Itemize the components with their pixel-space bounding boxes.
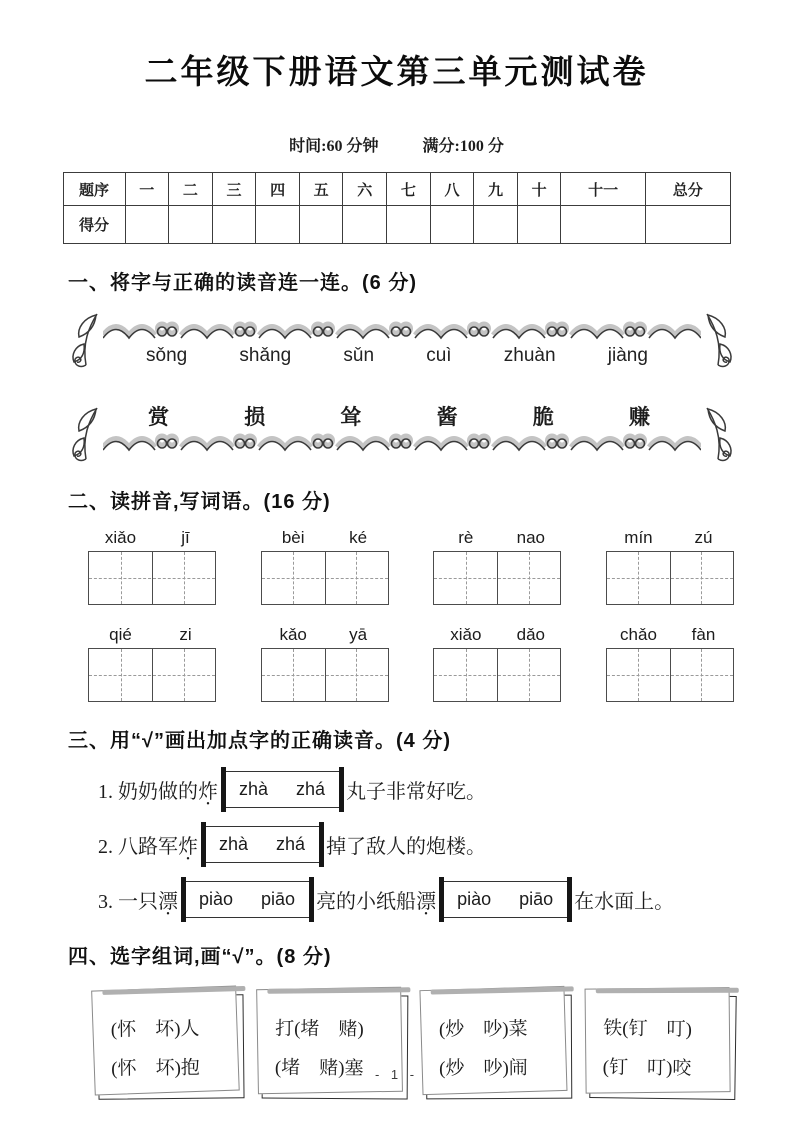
section2-heading: 二、读拼音,写词语。(16 分) — [68, 491, 331, 513]
pinyin-option: sǒng — [146, 345, 188, 366]
dotted-character: 漂 • — [158, 885, 178, 914]
pinyin-option: sǔn — [343, 345, 375, 366]
word-pinyin: zi — [179, 625, 192, 644]
choose-character-cards — [98, 995, 736, 1099]
score-table-header-row — [63, 173, 730, 206]
score-table-header-cell: 三 — [212, 173, 256, 206]
word-pinyin: zú — [694, 528, 713, 547]
pronunciation-choice-box — [182, 881, 312, 918]
matching-exercise-characters — [68, 401, 736, 463]
section1-heading: 一、将字与正确的读音连一连。(6 分) — [68, 272, 417, 294]
card-line: 铁(钉 叮) — [603, 1018, 693, 1041]
character-option: 赚 — [628, 405, 650, 429]
card-line: 打(堵 赌) — [275, 1018, 364, 1041]
score-cell — [561, 206, 645, 244]
sentence-3 — [98, 881, 736, 918]
choice-card — [262, 994, 409, 1099]
score-table-header-cell: 一 — [125, 173, 169, 206]
choice-card — [426, 995, 573, 1100]
score-table-header-cell: 十一 — [561, 173, 645, 206]
choice-option: zhá — [276, 834, 306, 854]
choice-option: piào — [199, 889, 234, 909]
score-cell — [474, 206, 518, 244]
choice-option: zhà — [239, 779, 269, 799]
word-item — [88, 528, 218, 605]
dotted-character: 漂 • — [416, 885, 436, 914]
card-line: (怀 坏)人 — [110, 1018, 200, 1041]
exam-time: 时间:60 分钟 — [289, 138, 379, 155]
sentence-text: 在水面上。 — [574, 891, 675, 913]
score-cell — [343, 206, 387, 244]
score-table-header-cell: 题序 — [63, 173, 125, 206]
score-table — [63, 172, 731, 244]
word-pinyin: xiǎo — [104, 528, 137, 547]
score-table-score-row — [63, 206, 730, 244]
character-option: 耸 — [340, 405, 362, 429]
score-table-header-cell: 二 — [169, 173, 213, 206]
score-cell — [299, 206, 343, 244]
word-item — [88, 625, 218, 702]
word-pinyin: jī — [181, 528, 190, 547]
word-pinyin: kǎo — [279, 625, 307, 644]
score-table-header-cell: 四 — [256, 173, 300, 206]
score-table-header-cell: 六 — [343, 173, 387, 206]
choice-card — [589, 994, 736, 1100]
exam-full-score: 满分:100 分 — [422, 138, 504, 155]
score-cell — [430, 206, 474, 244]
word-pinyin: nao — [516, 528, 545, 547]
score-table-header-cell: 十 — [517, 173, 561, 206]
page-number: - 1 - — [374, 1067, 419, 1082]
matching-exercise — [68, 311, 736, 367]
word-item — [433, 625, 563, 702]
word-pinyin: dǎo — [516, 625, 545, 644]
word-pinyin: ké — [349, 528, 368, 547]
character-options-row — [68, 401, 736, 431]
pinyin-options-row — [68, 345, 736, 367]
leaf-branch-icon — [69, 311, 103, 369]
word-item — [433, 528, 563, 605]
character-option: 损 — [244, 405, 266, 429]
writing-grid — [261, 551, 389, 605]
card-line: (怀 坏)抱 — [111, 1057, 200, 1080]
section4-heading: 四、选字组词,画“√”。(8 分) — [68, 946, 332, 968]
choice-card — [97, 994, 244, 1100]
card-line: (堵 赌)塞 — [274, 1057, 364, 1080]
pinyin-option: shǎng — [239, 345, 292, 366]
score-table-header-cell: 五 — [299, 173, 343, 206]
write-words-row-1 — [88, 528, 736, 605]
score-cell — [256, 206, 300, 244]
score-cell — [517, 206, 561, 244]
choice-option: piāo — [519, 889, 554, 909]
sentence-text: 1. 奶奶做的 — [98, 781, 198, 803]
word-pinyin: xiǎo — [450, 625, 482, 644]
word-item — [261, 528, 391, 605]
word-pinyin: qié — [109, 625, 132, 644]
sentence-text: 2. 八路军 — [98, 836, 178, 858]
word-pinyin: chǎo — [620, 625, 657, 644]
score-row-label: 得分 — [63, 206, 125, 244]
card-line: (炒 吵)闹 — [439, 1057, 528, 1080]
sentence-1 — [98, 771, 736, 808]
score-table-header-cell: 九 — [474, 173, 518, 206]
choice-option: zhà — [219, 834, 249, 854]
writing-grid — [88, 551, 216, 605]
writing-grid — [261, 648, 389, 702]
writing-grid — [606, 551, 734, 605]
dotted-character: 炸 • — [178, 830, 198, 859]
sentence-2 — [98, 826, 736, 863]
word-item — [606, 528, 736, 605]
writing-grid — [433, 551, 561, 605]
score-cell — [212, 206, 256, 244]
card-line: (钉 叮)咬 — [602, 1057, 692, 1080]
choice-option: zhá — [296, 779, 326, 799]
score-cell — [645, 206, 730, 244]
writing-grid — [606, 648, 734, 702]
exam-meta — [0, 133, 793, 156]
sentence-text: 丸子非常好吃。 — [346, 781, 487, 803]
choice-option: piāo — [261, 889, 296, 909]
word-pinyin: bèi — [281, 528, 305, 547]
pinyin-option: zhuàn — [503, 345, 556, 366]
word-item — [606, 625, 736, 702]
sentence-text: 3. 一只 — [98, 891, 158, 913]
pinyin-option: jiàng — [607, 345, 648, 366]
writing-grid — [433, 648, 561, 702]
pronunciation-choice-box — [440, 881, 570, 918]
score-cell — [169, 206, 213, 244]
pinyin-option: cuì — [426, 345, 452, 366]
sentence-text: 掉了敌人的炮楼。 — [326, 836, 487, 858]
page-title: 二年级下册语文第三单元测试卷 — [144, 53, 649, 90]
pronunciation-choice-box — [222, 771, 342, 808]
word-pinyin: fàn — [691, 625, 716, 644]
sentence-text: 亮的小纸船 — [316, 891, 417, 913]
scallop-wave-border — [103, 428, 701, 458]
score-table-header-cell: 八 — [430, 173, 474, 206]
word-pinyin: mín — [624, 528, 653, 547]
score-cell — [125, 206, 169, 244]
section3-heading: 三、用“√”画出加点字的正确读音。(4 分) — [68, 730, 451, 752]
character-option: 脆 — [532, 405, 554, 429]
character-option: 赏 — [148, 405, 169, 429]
card-line: (炒 吵)菜 — [438, 1018, 528, 1041]
score-table-header-cell: 七 — [387, 173, 431, 206]
score-cell — [387, 206, 431, 244]
pronunciation-choice-box — [202, 826, 322, 863]
write-words-row-2 — [88, 625, 736, 702]
word-pinyin: yā — [349, 625, 368, 644]
character-option: 酱 — [436, 405, 458, 429]
scallop-wave-border — [103, 316, 701, 346]
writing-grid — [88, 648, 216, 702]
word-pinyin: rè — [458, 528, 474, 547]
word-item — [261, 625, 391, 702]
score-table-header-cell: 总分 — [645, 173, 730, 206]
choice-option: piào — [457, 889, 492, 909]
leaf-branch-icon — [701, 311, 735, 369]
dotted-character: 炸 • — [198, 775, 218, 804]
